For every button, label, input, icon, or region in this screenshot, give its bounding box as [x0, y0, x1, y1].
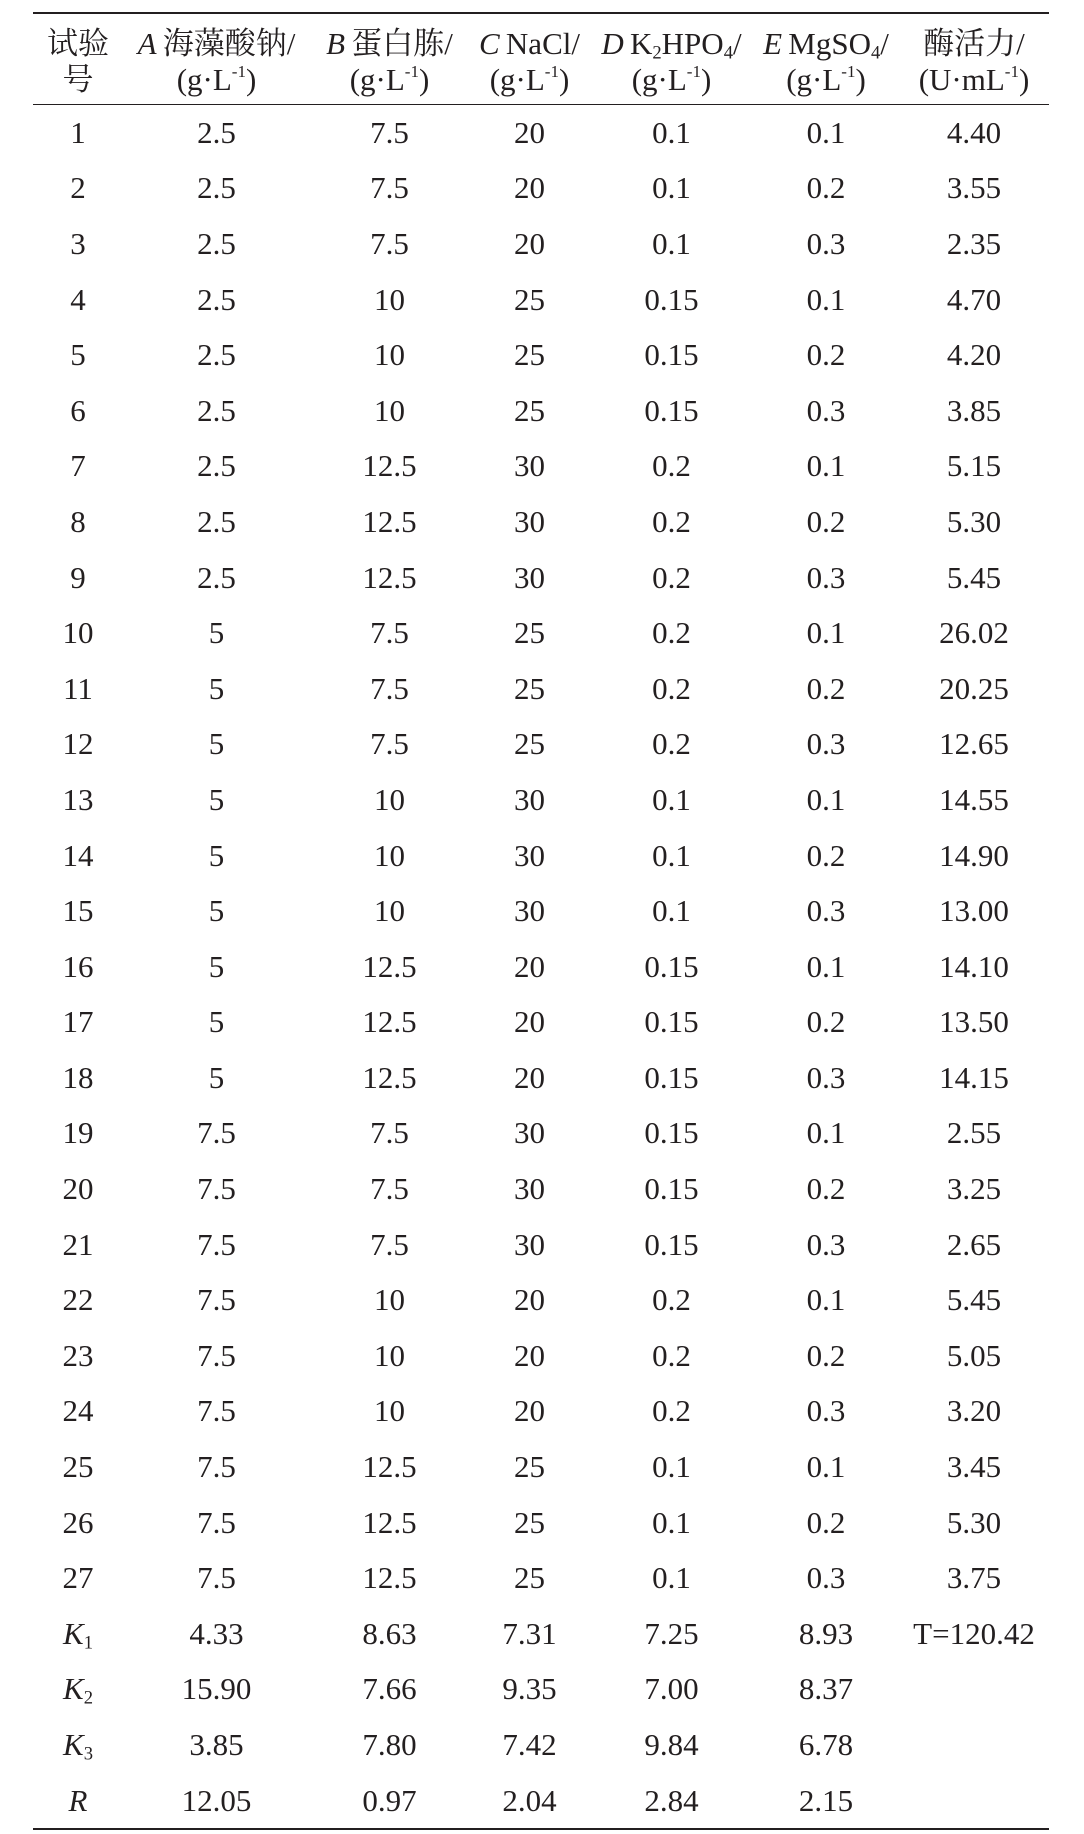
cell-sodium-alginate: 2.5 — [197, 448, 236, 484]
cell-enzyme-activity: 3.85 — [946, 392, 1002, 428]
cell-peptone: 7.5 — [370, 1171, 409, 1207]
cell-k2hpo4: 0.1 — [652, 170, 691, 206]
cell-peptone: 12.5 — [362, 1004, 417, 1040]
summary-value-sodium-alginate: 4.33 — [189, 1615, 244, 1651]
header-peptone: B 蛋白胨/ $(g\cdot L^{-1})$ — [310, 13, 469, 105]
summary-value-sodium-alginate: 12.05 — [181, 1782, 252, 1818]
cell-trial-number: 9 — [70, 559, 86, 595]
cell-sodium-alginate: 7.5 — [197, 1115, 236, 1151]
table-row — [33, 439, 1049, 495]
cell-k2hpo4: 0.15 — [644, 281, 699, 317]
cell-mgso4: 0.1 — [806, 114, 846, 150]
orthogonal-test-table — [33, 12, 1049, 1830]
cell-mgso4: 0.1 — [806, 1282, 846, 1318]
cell-k2hpo4: 0.1 — [652, 837, 691, 873]
cell-enzyme-activity: 5.45 — [946, 559, 1002, 595]
cell-trial-number: 5 — [70, 337, 86, 373]
cell-mgso4: 0.3 — [806, 1393, 846, 1429]
cell-k2hpo4: 0.2 — [652, 1393, 691, 1429]
cell-nacl: 25 — [514, 670, 545, 706]
cell-mgso4: 0.2 — [806, 1504, 846, 1540]
cell-sodium-alginate: 2.5 — [197, 559, 236, 595]
cell-enzyme-activity: 26.02 — [939, 615, 1009, 651]
cell-peptone: 7.5 — [370, 615, 409, 651]
cell-peptone: 12.5 — [362, 1560, 417, 1596]
summary-value-nacl: 9.35 — [502, 1671, 557, 1707]
cell-mgso4: 0.3 — [806, 559, 846, 595]
cell-trial-number: 14 — [62, 837, 94, 873]
cell-mgso4: 0.2 — [806, 670, 846, 706]
summary-value-peptone: 7.66 — [362, 1671, 417, 1707]
cell-trial-number: 1 — [70, 114, 86, 150]
cell-peptone: 12.5 — [362, 1449, 417, 1485]
table-row — [33, 717, 1049, 773]
cell-k2hpo4: 0.2 — [652, 670, 691, 706]
cell-nacl: 20 — [514, 114, 545, 150]
cell-enzyme-activity: 3.45 — [946, 1449, 1002, 1485]
cell-nacl: 30 — [514, 1226, 545, 1262]
cell-enzyme-activity: 14.55 — [939, 781, 1009, 817]
cell-peptone: 12.5 — [362, 1504, 417, 1540]
summary-value-nacl: 2.04 — [502, 1782, 557, 1818]
cell-trial-number: 19 — [62, 1115, 94, 1151]
cell-enzyme-activity: 5.15 — [946, 448, 1002, 484]
cell-enzyme-activity: 4.70 — [946, 281, 1002, 317]
table-row — [33, 1161, 1049, 1217]
cell-nacl: 25 — [514, 726, 545, 762]
cell-peptone: 10 — [374, 781, 405, 817]
cell-k2hpo4: 0.1 — [652, 1449, 691, 1485]
cell-sodium-alginate: 7.5 — [197, 1449, 236, 1485]
cell-k2hpo4: 0.2 — [652, 1337, 691, 1373]
cell-mgso4: 0.1 — [806, 615, 846, 651]
cell-nacl: 30 — [514, 448, 545, 484]
cell-sodium-alginate: 5 — [208, 670, 225, 706]
cell-enzyme-activity: 20.25 — [939, 670, 1009, 706]
table-body — [33, 105, 1049, 1830]
cell-k2hpo4: 0.1 — [652, 1504, 691, 1540]
cell-peptone: 10 — [374, 281, 405, 317]
table-row — [33, 1217, 1049, 1273]
cell-k2hpo4: 0.2 — [652, 448, 691, 484]
cell-k2hpo4: 0.1 — [652, 114, 691, 150]
cell-trial-number: 20 — [62, 1171, 94, 1207]
cell-nacl: 30 — [514, 1171, 545, 1207]
cell-trial-number: 16 — [62, 948, 94, 984]
summary-value-peptone: 8.63 — [362, 1615, 417, 1651]
cell-nacl: 25 — [514, 337, 545, 373]
summary-value-sodium-alginate: 15.90 — [181, 1671, 252, 1707]
table-row — [33, 828, 1049, 884]
cell-peptone: 7.5 — [370, 726, 409, 762]
cell-trial-number: 7 — [70, 448, 86, 484]
table-row — [33, 216, 1049, 272]
cell-peptone: 10 — [374, 837, 405, 873]
cell-sodium-alginate: 5 — [208, 837, 225, 873]
table-row — [33, 550, 1049, 606]
cell-mgso4: 0.2 — [806, 170, 846, 206]
cell-sodium-alginate: 7.5 — [197, 1226, 236, 1262]
table-row — [33, 661, 1049, 717]
cell-sodium-alginate: 7.5 — [197, 1171, 236, 1207]
cell-k2hpo4: 0.15 — [644, 1004, 699, 1040]
header-nacl: C NaCl/ $(g\cdot L^{-1})$ — [469, 13, 590, 105]
cell-nacl: 25 — [514, 1560, 545, 1596]
cell-sodium-alginate: 2.5 — [197, 337, 236, 373]
header-trial-number: 试验 号 — [33, 13, 123, 105]
cell-nacl: 30 — [514, 781, 545, 817]
cell-enzyme-activity: 5.05 — [946, 1337, 1002, 1373]
cell-nacl: 30 — [514, 503, 545, 539]
cell-k2hpo4: 0.2 — [652, 559, 691, 595]
cell-sodium-alginate: 2.5 — [197, 392, 236, 428]
cell-sodium-alginate: 2.5 — [197, 503, 236, 539]
cell-mgso4: 0.1 — [806, 448, 846, 484]
cell-trial-number: 3 — [70, 225, 86, 261]
cell-nacl: 20 — [514, 948, 545, 984]
cell-enzyme-activity: 14.15 — [939, 1059, 1009, 1095]
cell-trial-number: 23 — [62, 1337, 94, 1373]
cell-sodium-alginate: 7.5 — [197, 1560, 236, 1596]
cell-enzyme-activity: 12.65 — [939, 726, 1009, 762]
cell-mgso4: 0.2 — [806, 1004, 846, 1040]
summary-row — [33, 1773, 1049, 1830]
cell-peptone: 7.5 — [370, 670, 409, 706]
cell-nacl: 20 — [514, 170, 545, 206]
cell-k2hpo4: 0.2 — [652, 1282, 691, 1318]
cell-k2hpo4: 0.15 — [644, 392, 699, 428]
cell-peptone: 7.5 — [370, 170, 409, 206]
cell-sodium-alginate: 5 — [208, 893, 225, 929]
table-row — [33, 1272, 1049, 1328]
table-row — [33, 1495, 1049, 1551]
cell-peptone: 7.5 — [370, 225, 409, 261]
cell-trial-number: 24 — [62, 1393, 94, 1429]
cell-trial-number: 8 — [70, 503, 86, 539]
cell-enzyme-activity: 2.65 — [946, 1226, 1002, 1262]
summary-label: $K_2$ — [63, 1671, 93, 1710]
summary-value-k2hpo4: 2.84 — [644, 1782, 699, 1818]
cell-enzyme-activity: 4.20 — [946, 337, 1002, 373]
summary-label: $K_3$ — [63, 1727, 93, 1765]
cell-nacl: 25 — [514, 392, 545, 428]
cell-mgso4: 0.3 — [806, 893, 846, 929]
cell-mgso4: 0.2 — [806, 1171, 846, 1207]
cell-trial-number: 2 — [70, 170, 86, 206]
cell-mgso4: 0.3 — [806, 392, 846, 428]
header-mgso4: E MgSO$_4$/ $(g\cdot L^{-1})$ — [753, 13, 899, 105]
summary-value-k2hpo4: 7.00 — [644, 1671, 699, 1707]
cell-sodium-alginate: 5 — [208, 1059, 225, 1095]
cell-nacl: 25 — [514, 281, 545, 317]
cell-trial-number: 4 — [70, 281, 86, 317]
summary-value-mgso4: 2.15 — [798, 1782, 854, 1818]
cell-k2hpo4: 0.15 — [644, 1115, 699, 1151]
summary-value-peptone: 0.97 — [362, 1782, 417, 1818]
cell-sodium-alginate: 2.5 — [197, 225, 236, 261]
cell-sodium-alginate: 2.5 — [197, 114, 236, 150]
cell-mgso4: 0.2 — [806, 837, 846, 873]
cell-peptone: 7.5 — [370, 1115, 409, 1151]
cell-mgso4: 0.3 — [806, 726, 846, 762]
cell-k2hpo4: 0.15 — [644, 1171, 699, 1207]
summary-value-enzyme-activity — [899, 1773, 1049, 1830]
cell-mgso4: 0.2 — [806, 503, 846, 539]
cell-nacl: 30 — [514, 559, 545, 595]
table-row — [33, 1106, 1049, 1162]
cell-enzyme-activity: 3.55 — [946, 170, 1002, 206]
cell-enzyme-activity: 3.75 — [946, 1560, 1002, 1596]
cell-enzyme-activity: 3.20 — [946, 1393, 1002, 1429]
cell-k2hpo4: 0.1 — [652, 893, 691, 929]
table-row — [33, 161, 1049, 217]
header-enzyme-activity: 酶活力/ $(U\cdot mL^{-1})$ — [899, 13, 1049, 105]
cell-sodium-alginate: 5 — [208, 615, 225, 651]
summary-row — [33, 1662, 1049, 1718]
table-row — [33, 1550, 1049, 1606]
summary-value-enzyme-activity: T=120.42 — [913, 1615, 1035, 1651]
cell-peptone: 12.5 — [362, 448, 417, 484]
table-row — [33, 272, 1049, 328]
summary-row — [33, 1606, 1049, 1662]
summary-row — [33, 1717, 1049, 1773]
cell-nacl: 20 — [514, 1337, 545, 1373]
results-table — [33, 12, 1049, 1830]
cell-trial-number: 15 — [62, 893, 94, 929]
table-row — [33, 1439, 1049, 1495]
cell-enzyme-activity: 5.30 — [946, 503, 1002, 539]
cell-enzyme-activity: 14.10 — [939, 948, 1009, 984]
table-row — [33, 1384, 1049, 1440]
table-row — [33, 1050, 1049, 1106]
cell-k2hpo4: 0.2 — [652, 503, 691, 539]
cell-sodium-alginate: 2.5 — [197, 281, 236, 317]
cell-trial-number: 26 — [62, 1504, 94, 1540]
summary-value-k2hpo4: 9.84 — [644, 1727, 699, 1763]
cell-peptone: 10 — [374, 1282, 405, 1318]
cell-peptone: 10 — [374, 337, 405, 373]
cell-trial-number: 10 — [62, 615, 94, 651]
cell-enzyme-activity: 5.45 — [946, 1282, 1002, 1318]
cell-mgso4: 0.2 — [806, 1337, 846, 1373]
header-sodium-alginate: A 海藻酸钠/ $(g\cdot L^{-1})$ — [123, 13, 310, 105]
summary-value-enzyme-activity — [899, 1662, 1049, 1718]
cell-nacl: 25 — [514, 615, 545, 651]
cell-nacl: 20 — [514, 1059, 545, 1095]
cell-nacl: 20 — [514, 1282, 545, 1318]
cell-trial-number: 13 — [62, 781, 94, 817]
cell-trial-number: 17 — [62, 1004, 94, 1040]
cell-peptone: 12.5 — [362, 1059, 417, 1095]
cell-enzyme-activity: 3.25 — [946, 1171, 1002, 1207]
cell-k2hpo4: 0.15 — [644, 1226, 699, 1262]
summary-label: $K_1$ — [63, 1615, 93, 1654]
cell-mgso4: 0.1 — [806, 781, 846, 817]
cell-enzyme-activity: 2.55 — [946, 1115, 1002, 1151]
cell-nacl: 20 — [514, 1004, 545, 1040]
cell-enzyme-activity: 5.30 — [946, 1504, 1002, 1540]
summary-value-sodium-alginate: 3.85 — [189, 1727, 244, 1763]
cell-sodium-alginate: 7.5 — [197, 1282, 236, 1318]
table-header — [33, 13, 1049, 105]
cell-trial-number: 27 — [62, 1560, 94, 1596]
table-row — [33, 995, 1049, 1051]
cell-nacl: 30 — [514, 1115, 545, 1151]
table-row — [33, 105, 1049, 161]
cell-peptone: 10 — [374, 893, 405, 929]
cell-peptone: 12.5 — [362, 559, 417, 595]
cell-k2hpo4: 0.15 — [644, 948, 699, 984]
summary-value-peptone: 7.80 — [362, 1727, 417, 1763]
cell-nacl: 20 — [514, 225, 545, 261]
cell-sodium-alginate: 5 — [208, 1004, 225, 1040]
cell-mgso4: 0.3 — [806, 1560, 846, 1596]
table-row — [33, 327, 1049, 383]
cell-sodium-alginate: 7.5 — [197, 1504, 236, 1540]
summary-value-k2hpo4: 7.25 — [644, 1615, 699, 1651]
cell-peptone: 10 — [374, 1393, 405, 1429]
cell-sodium-alginate: 5 — [208, 781, 225, 817]
cell-k2hpo4: 0.1 — [652, 781, 691, 817]
cell-enzyme-activity: 13.50 — [939, 1004, 1009, 1040]
cell-sodium-alginate: 7.5 — [197, 1393, 236, 1429]
cell-nacl: 30 — [514, 837, 545, 873]
table-row — [33, 494, 1049, 550]
table-row — [33, 383, 1049, 439]
cell-k2hpo4: 0.2 — [652, 615, 691, 651]
cell-peptone: 10 — [374, 392, 405, 428]
cell-k2hpo4: 0.1 — [652, 225, 691, 261]
cell-mgso4: 0.1 — [806, 281, 846, 317]
table-row — [33, 605, 1049, 661]
cell-nacl: 20 — [514, 1393, 545, 1429]
cell-mgso4: 0.1 — [806, 1449, 846, 1485]
cell-trial-number: 11 — [63, 670, 93, 706]
cell-peptone: 7.5 — [370, 114, 409, 150]
summary-label: R — [68, 1782, 88, 1818]
cell-enzyme-activity: 14.90 — [939, 837, 1009, 873]
cell-trial-number: 6 — [70, 392, 86, 428]
cell-mgso4: 0.3 — [806, 225, 846, 261]
cell-trial-number: 18 — [62, 1059, 94, 1095]
cell-enzyme-activity: 13.00 — [939, 893, 1009, 929]
cell-trial-number: 21 — [62, 1226, 94, 1262]
cell-nacl: 25 — [514, 1449, 545, 1485]
cell-trial-number: 12 — [62, 726, 94, 762]
table-row — [33, 883, 1049, 939]
cell-k2hpo4: 0.1 — [652, 1560, 691, 1596]
cell-mgso4: 0.1 — [806, 948, 846, 984]
cell-peptone: 7.5 — [370, 1226, 409, 1262]
cell-mgso4: 0.1 — [806, 1115, 846, 1151]
cell-enzyme-activity: 2.35 — [946, 225, 1002, 261]
cell-sodium-alginate: 7.5 — [197, 1337, 236, 1373]
cell-nacl: 30 — [514, 893, 545, 929]
cell-mgso4: 0.2 — [806, 337, 846, 373]
header-k2hpo4: D $K_2HPO_4/$ $(g\cdot L^{-1})$ — [590, 13, 753, 105]
cell-k2hpo4: 0.15 — [644, 337, 699, 373]
cell-mgso4: 0.3 — [806, 1059, 846, 1095]
summary-value-mgso4: 8.93 — [798, 1615, 854, 1651]
cell-sodium-alginate: 5 — [208, 726, 225, 762]
summary-value-mgso4: 6.78 — [798, 1727, 854, 1763]
cell-k2hpo4: 0.15 — [644, 1059, 699, 1095]
summary-value-enzyme-activity — [899, 1717, 1049, 1773]
cell-mgso4: 0.3 — [806, 1226, 846, 1262]
cell-peptone: 12.5 — [362, 948, 417, 984]
cell-enzyme-activity: 4.40 — [946, 114, 1002, 150]
summary-value-nacl: 7.42 — [502, 1727, 557, 1763]
table-row — [33, 939, 1049, 995]
table-row — [33, 772, 1049, 828]
cell-trial-number: 22 — [62, 1282, 94, 1318]
cell-nacl: 25 — [514, 1504, 545, 1540]
summary-value-nacl: 7.31 — [502, 1615, 557, 1651]
table-row — [33, 1328, 1049, 1384]
cell-k2hpo4: 0.2 — [652, 726, 691, 762]
cell-trial-number: 25 — [62, 1449, 94, 1485]
cell-peptone: 10 — [374, 1337, 405, 1373]
cell-sodium-alginate: 5 — [208, 948, 225, 984]
summary-value-mgso4: 8.37 — [798, 1671, 854, 1707]
cell-peptone: 12.5 — [362, 503, 417, 539]
cell-sodium-alginate: 2.5 — [197, 170, 236, 206]
